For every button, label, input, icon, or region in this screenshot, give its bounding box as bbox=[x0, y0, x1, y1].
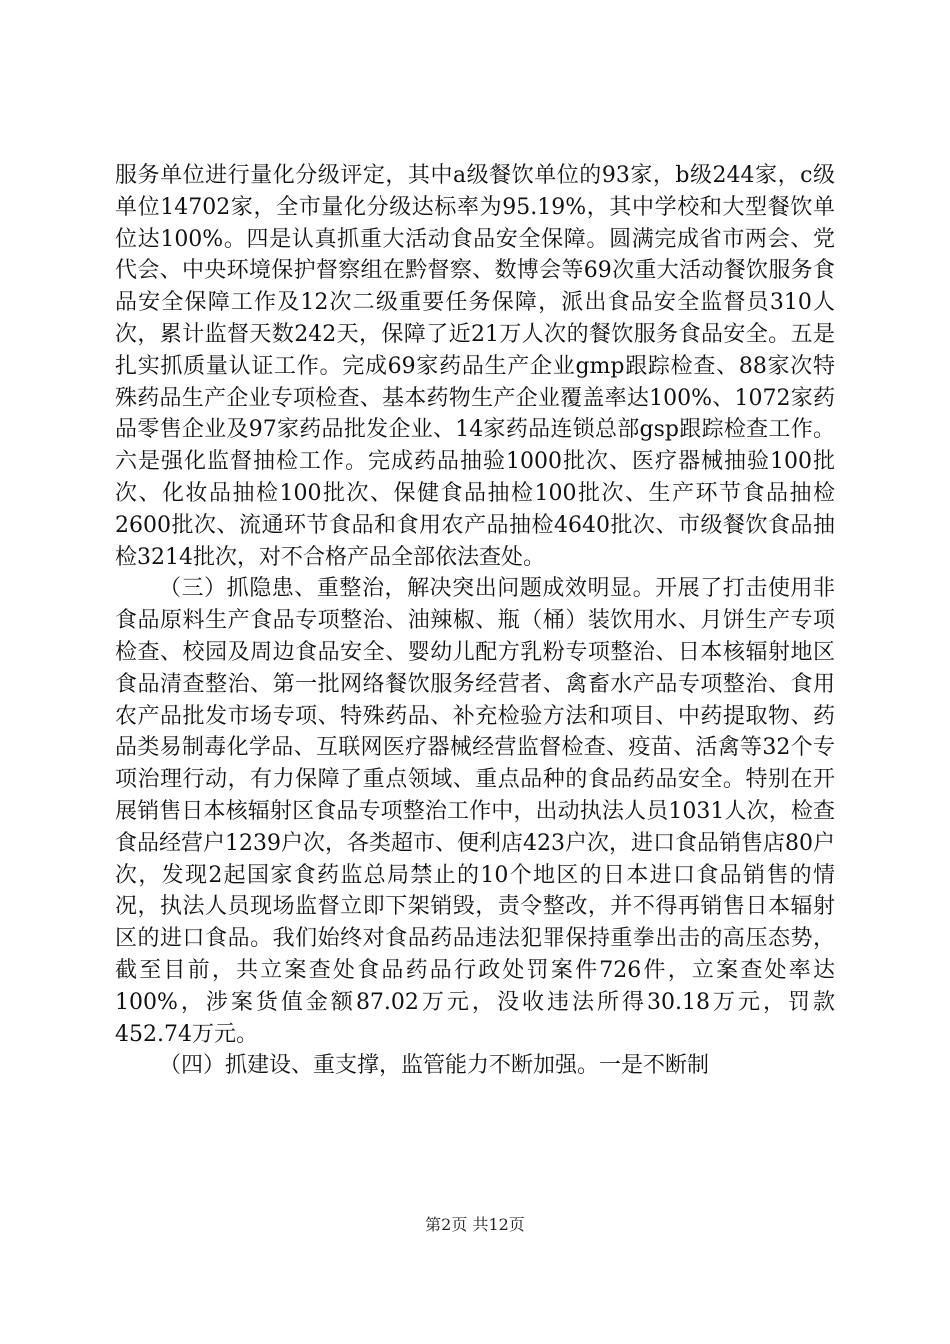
paragraph-2: （三）抓隐患、重整治，解决突出问题成效明显。开展了打击使用非食品原料生产食品专项整治、油辣椒、瓶（桶）装饮用水、月饼生产专项检查、校园及周边食品安全、婴幼儿配方乳粉专项整治、日本核辐射地区食品清查整治、第一批网络餐饮服务经营者、禽畜水产品专项整治、食用农产品批发市场专项、特殊药品、补充检验方法和项目、中药提取物、药品类易制毒化学品、互联网医疗器械经营监督检查、疫苗、活禽等32个专项治理行动，有力保障了重点领域、重点品种的食品药品安全。特别在开展销售日本核辐射区食品专项整治工作中，出动执法人员1031人次，检查食品经营户1239户次，各类超市、便利店423户次，进口食品销售店80户次，发现2起国家食药监总局禁止的10个地区的日本进口食品销售的情况，执法人员现场监督立即下架销毁，责令整改，并不得再销售日本辐射区的进口食品。我们始终对食品药品违法犯罪保持重拳出击的高压态势，截至目前，共立案查处食品药品行政处罚案件726件，立案查处率达100%，涉案货值金额87.02万元，没收违法所得30.18万元，罚款452.74万元。 bbox=[115, 576, 835, 1047]
paragraph-1: 服务单位进行量化分级评定，其中a级餐饮单位的93家，b级244家，c级单位14702家，全市量化分级达标率为95.19%，其中学校和大型餐饮单位达100%。四是认真抓重大活动食品安全保障。圆满完成省市两会、党代会、中央环境保护督察组在黔督察、数博会等69次重大活动餐饮服务食品安全保障工作及12次二级重要任务保障，派出食品安全监督员310人次，累计监督天数242天，保障了近21万人次的餐饮服务食品安全。五是扎实抓质量认证工作。完成69家药品生产企业gmp跟踪检查、88家次特殊药品生产企业专项检查、基本药物生产企业覆盖率达100%、1072家药品零售企业及97家药品批发企业、14家药品连锁总部gsp跟踪检查工作。六是强化监督抽检工作。完成药品抽验1000批次、医疗器械抽验100批次、化妆品抽检100批次、保健食品抽检100批次、生产环节食品抽检2600批次、流通环节食品和食用农产品抽检4640批次、市级餐饮食品抽检3214批次，对不合格产品全部依法查处。 bbox=[115, 163, 835, 570]
page-number-label: 第2页 共12页 bbox=[425, 1215, 525, 1234]
paragraph-3: （四）抓建设、重支撑，监管能力不断加强。一是不断制 bbox=[159, 1053, 710, 1079]
page-footer bbox=[0, 1212, 950, 1235]
document-body bbox=[115, 160, 835, 1082]
